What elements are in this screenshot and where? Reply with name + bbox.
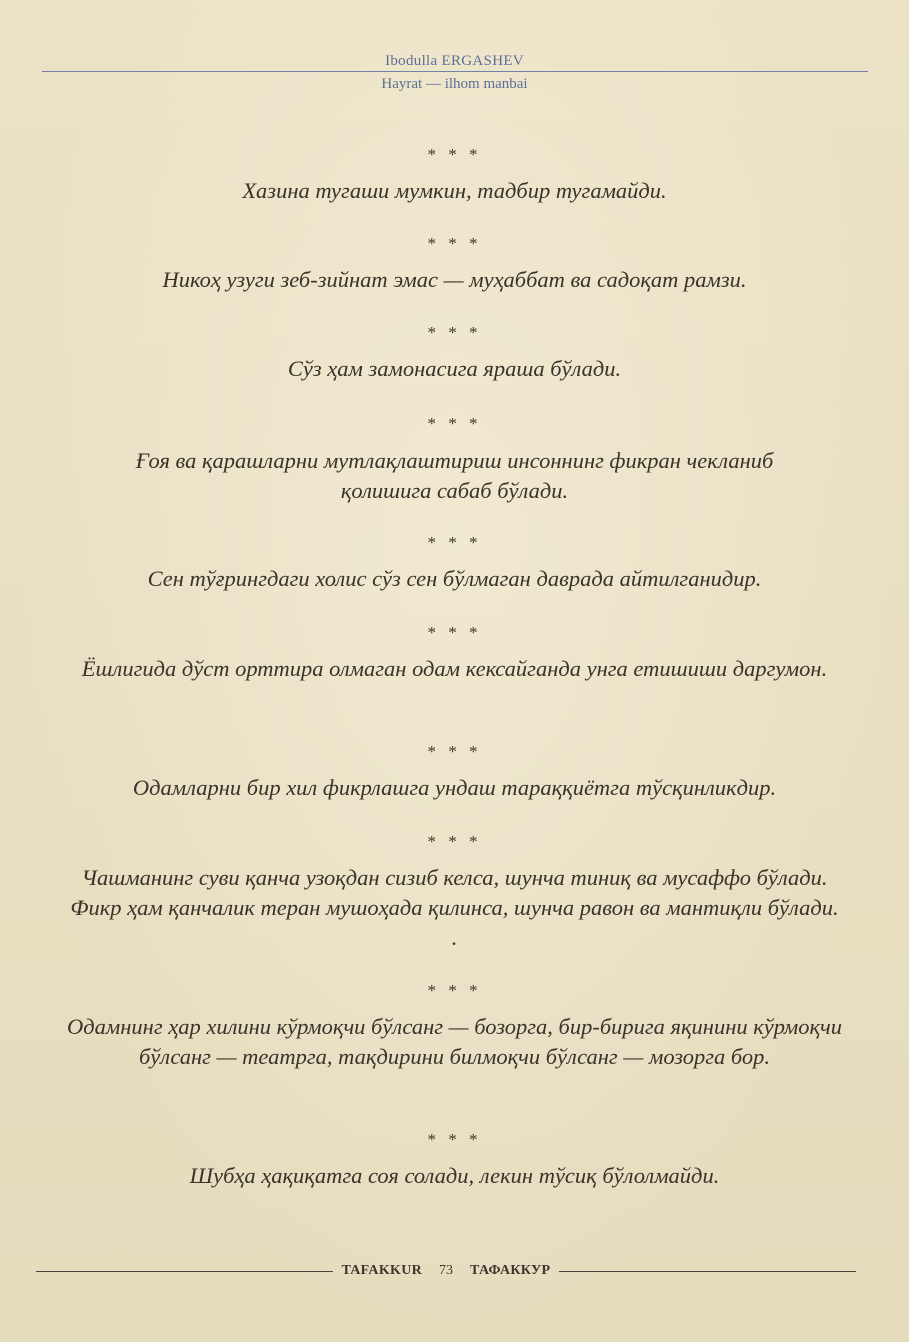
quote-8: Чашманинг суви қанча узоқдан сизиб келса, шунча тиниқ ва мусаффо бўлади. Фикр ҳам қанчалик теран мушоҳада қилинса, шунча равон ва мантиқли бўлади. .: [70, 865, 839, 950]
separator-stars: * * *: [427, 623, 482, 642]
quote-7: Одамларни бир хил фикрлашга ундаш тараққиётга тўсқинликдир.: [132, 775, 777, 800]
separator-stars: * * *: [427, 323, 482, 342]
quote-9: Одамнинг ҳар хилини кўрмоқчи бўлсанг — бозорга, бир-бирига яқинини кўрмоқчи бўлсанг — театрга, тақдирини билмоқчи бўлсанг — мозорга бор.: [67, 1014, 842, 1069]
separator-stars: * * *: [427, 414, 482, 433]
separator-stars: * * *: [427, 145, 482, 164]
header-subtitle: Hayrat — ilhom manbai: [381, 76, 528, 92]
footer-rule-right: [559, 1271, 856, 1272]
header-rule: [42, 71, 868, 72]
quote-3: Сўз ҳам замонасига яраша бўлади.: [287, 356, 622, 381]
running-header: [0, 52, 909, 94]
quote-4: Ғоя ва қарашларни мутлақлаштириш инсоннинг фикран чекланиб қолишига сабаб бўлади.: [135, 448, 774, 503]
footer-rule-left: [36, 1271, 333, 1272]
running-footer: [36, 1261, 856, 1281]
page-number: 73: [439, 1263, 454, 1278]
footer-title-latin: TAFAKKUR: [341, 1263, 423, 1278]
quote-5: Сен тўғрингдаги холис сўз сен бўлмаган даврада айтилганидир.: [147, 566, 762, 591]
separator-stars: * * *: [427, 533, 482, 552]
quote-6: Ёшлигида дўст орттира олмаган одам кексайганда унга етишиши даргумон.: [81, 656, 828, 681]
quote-10: Шубҳа ҳақиқатга соя солади, лекин тўсиқ бўлолмайди.: [189, 1163, 720, 1188]
separator-stars: * * *: [427, 981, 482, 1000]
separator-stars: * * *: [427, 742, 482, 761]
header-author: Ibodulla ERGASHEV: [385, 53, 524, 69]
quote-1: Хазина тугаши мумкин, тадбир тугамайди.: [242, 178, 667, 203]
separator-stars: * * *: [427, 832, 482, 851]
footer-title-cyrillic: ТАФАККУР: [470, 1263, 551, 1278]
separator-stars: * * *: [427, 1130, 482, 1149]
separator-stars: * * *: [427, 234, 482, 253]
quote-2: Никоҳ узуги зеб-зийнат эмас — муҳаббат ва садоқат рамзи.: [162, 267, 747, 292]
